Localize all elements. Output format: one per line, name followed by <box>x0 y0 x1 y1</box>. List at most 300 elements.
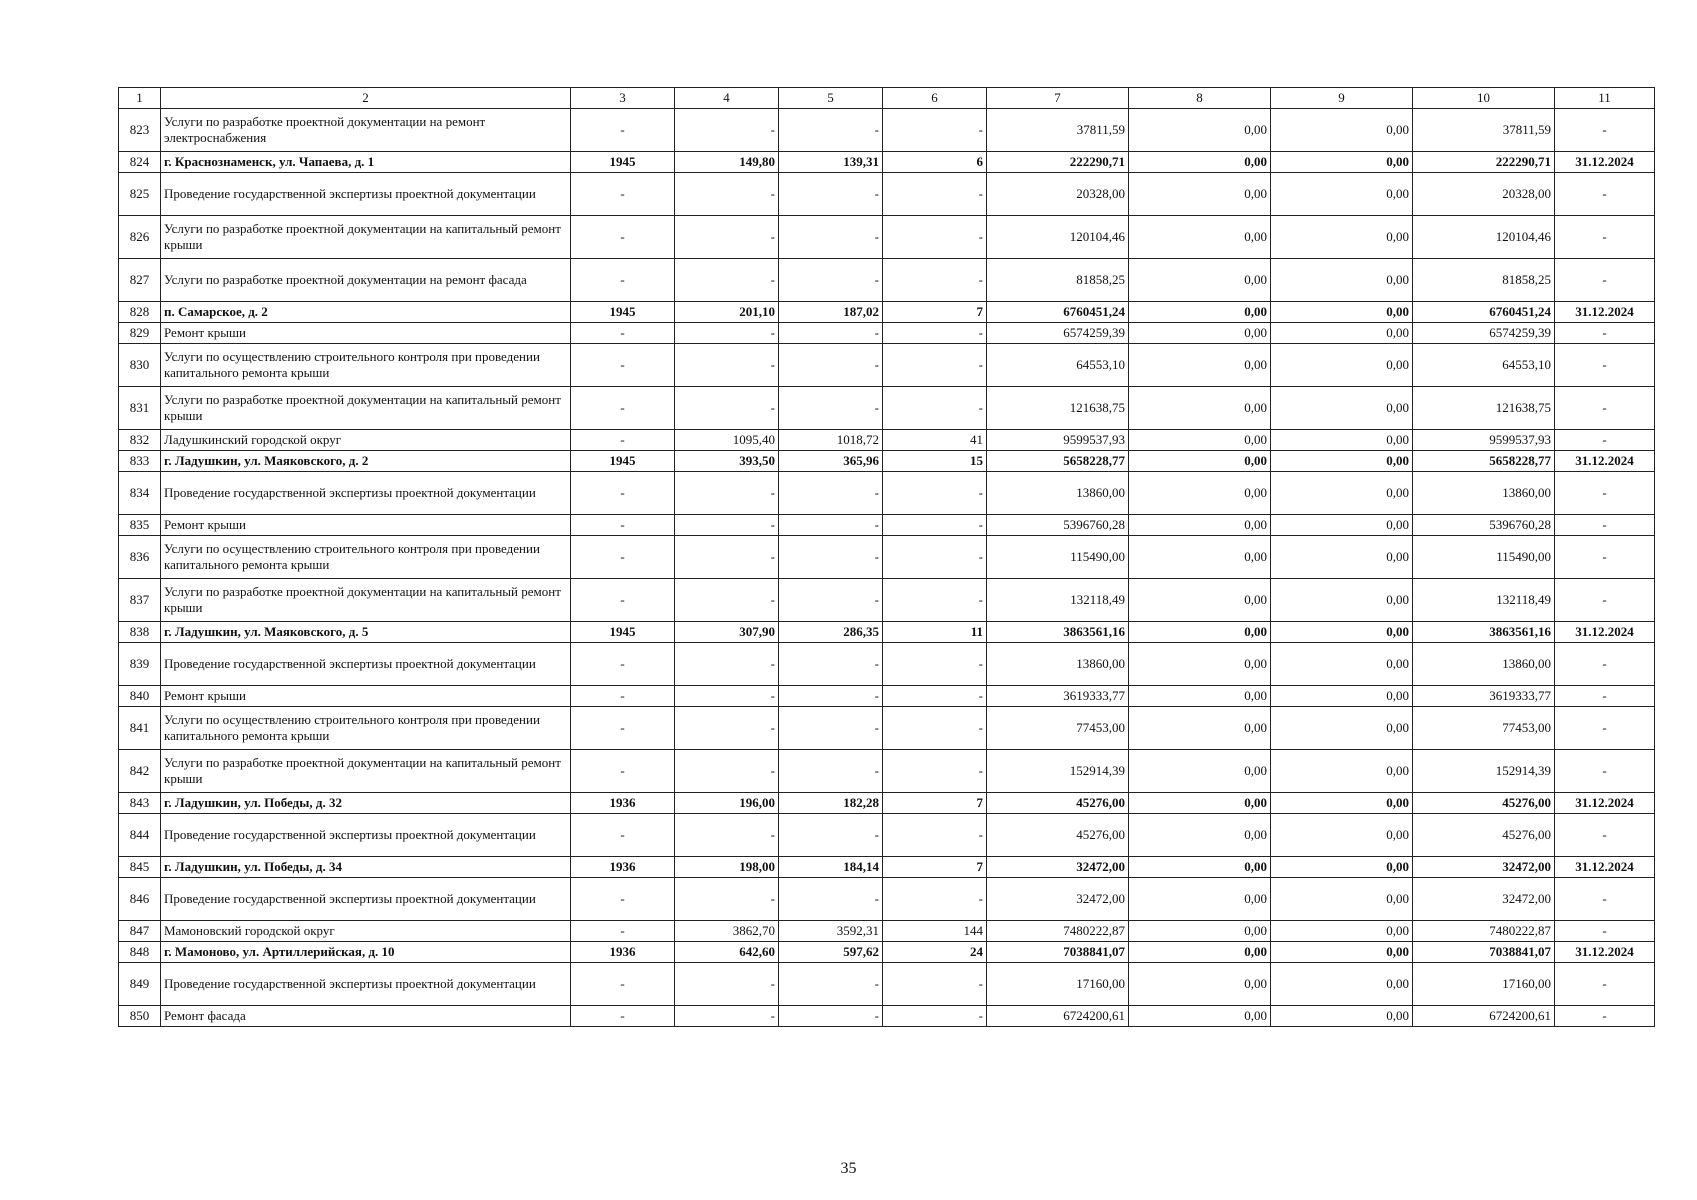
deadline: - <box>1555 686 1655 707</box>
table-row <box>119 302 1655 323</box>
column-number-header: 9 <box>1271 88 1413 109</box>
residents-count: 11 <box>883 622 987 643</box>
cost-col9: 0,00 <box>1271 109 1413 152</box>
living-area: - <box>779 878 883 921</box>
residents-count: 144 <box>883 921 987 942</box>
cost-col10: 45276,00 <box>1413 814 1555 857</box>
residents-count: - <box>883 216 987 259</box>
column-number-header: 2 <box>161 88 571 109</box>
living-area: 597,62 <box>779 942 883 963</box>
work-name: Услуги по разработке проектной документации на капитальный ремонт крыши <box>161 216 571 259</box>
cost-col10: 132118,49 <box>1413 579 1555 622</box>
total-area: - <box>675 387 779 430</box>
total-area: - <box>675 323 779 344</box>
cost-col10: 115490,00 <box>1413 536 1555 579</box>
deadline: - <box>1555 814 1655 857</box>
work-name: Проведение государственной экспертизы проектной документации <box>161 643 571 686</box>
deadline: 31.12.2024 <box>1555 152 1655 173</box>
cost-col9: 0,00 <box>1271 750 1413 793</box>
work-name: Проведение государственной экспертизы проектной документации <box>161 963 571 1006</box>
build-year: - <box>571 109 675 152</box>
living-area: 187,02 <box>779 302 883 323</box>
living-area: - <box>779 515 883 536</box>
cost-col8: 0,00 <box>1129 472 1271 515</box>
deadline: 31.12.2024 <box>1555 942 1655 963</box>
residents-count: - <box>883 259 987 302</box>
cost-col9: 0,00 <box>1271 472 1413 515</box>
build-year: - <box>571 579 675 622</box>
cost-total: 17160,00 <box>987 963 1129 1006</box>
work-name: Ремонт крыши <box>161 323 571 344</box>
total-area: 3862,70 <box>675 921 779 942</box>
cost-col8: 0,00 <box>1129 921 1271 942</box>
row-number: 826 <box>119 216 161 259</box>
table-row <box>119 323 1655 344</box>
table-row <box>119 472 1655 515</box>
deadline: - <box>1555 921 1655 942</box>
cost-col9: 0,00 <box>1271 707 1413 750</box>
cost-col8: 0,00 <box>1129 622 1271 643</box>
residents-count: - <box>883 173 987 216</box>
build-year: - <box>571 643 675 686</box>
column-number-header: 10 <box>1413 88 1555 109</box>
total-area: - <box>675 686 779 707</box>
column-number-header: 7 <box>987 88 1129 109</box>
cost-col9: 0,00 <box>1271 878 1413 921</box>
cost-col8: 0,00 <box>1129 515 1271 536</box>
residents-count: - <box>883 387 987 430</box>
cost-col10: 20328,00 <box>1413 173 1555 216</box>
build-year: - <box>571 472 675 515</box>
build-year: - <box>571 173 675 216</box>
cost-total: 6574259,39 <box>987 323 1129 344</box>
column-number-header: 1 <box>119 88 161 109</box>
work-name: г. Ладушкин, ул. Маяковского, д. 5 <box>161 622 571 643</box>
table-row <box>119 622 1655 643</box>
deadline: - <box>1555 750 1655 793</box>
row-number: 835 <box>119 515 161 536</box>
living-area: - <box>779 1006 883 1027</box>
deadline: - <box>1555 216 1655 259</box>
living-area: 184,14 <box>779 857 883 878</box>
living-area: - <box>779 814 883 857</box>
work-name: г. Мамоново, ул. Артиллерийская, д. 10 <box>161 942 571 963</box>
cost-col9: 0,00 <box>1271 387 1413 430</box>
total-area: 307,90 <box>675 622 779 643</box>
cost-total: 7038841,07 <box>987 942 1129 963</box>
residents-count: - <box>883 707 987 750</box>
cost-col9: 0,00 <box>1271 921 1413 942</box>
row-number: 842 <box>119 750 161 793</box>
cost-col9: 0,00 <box>1271 344 1413 387</box>
cost-total: 9599537,93 <box>987 430 1129 451</box>
total-area: - <box>675 579 779 622</box>
table-row <box>119 793 1655 814</box>
cost-total: 6760451,24 <box>987 302 1129 323</box>
residents-count: 7 <box>883 302 987 323</box>
table-row <box>119 857 1655 878</box>
row-number: 848 <box>119 942 161 963</box>
table-row <box>119 750 1655 793</box>
residents-count: - <box>883 643 987 686</box>
build-year: 1945 <box>571 451 675 472</box>
work-name: п. Самарское, д. 2 <box>161 302 571 323</box>
build-year: - <box>571 878 675 921</box>
row-number: 824 <box>119 152 161 173</box>
cost-col9: 0,00 <box>1271 942 1413 963</box>
work-name: г. Ладушкин, ул. Победы, д. 34 <box>161 857 571 878</box>
total-area: 642,60 <box>675 942 779 963</box>
living-area: - <box>779 579 883 622</box>
cost-total: 6724200,61 <box>987 1006 1129 1027</box>
cost-total: 20328,00 <box>987 173 1129 216</box>
row-number: 823 <box>119 109 161 152</box>
cost-col9: 0,00 <box>1271 451 1413 472</box>
living-area: - <box>779 323 883 344</box>
residents-count: - <box>883 515 987 536</box>
deadline: 31.12.2024 <box>1555 302 1655 323</box>
table-row <box>119 344 1655 387</box>
cost-col9: 0,00 <box>1271 857 1413 878</box>
row-number: 839 <box>119 643 161 686</box>
cost-col10: 13860,00 <box>1413 643 1555 686</box>
cost-col8: 0,00 <box>1129 579 1271 622</box>
living-area: - <box>779 173 883 216</box>
row-number: 838 <box>119 622 161 643</box>
deadline: - <box>1555 430 1655 451</box>
living-area: - <box>779 216 883 259</box>
total-area: - <box>675 472 779 515</box>
deadline: - <box>1555 515 1655 536</box>
row-number: 837 <box>119 579 161 622</box>
residents-count: 41 <box>883 430 987 451</box>
build-year: 1936 <box>571 793 675 814</box>
cost-col10: 121638,75 <box>1413 387 1555 430</box>
column-number-header: 11 <box>1555 88 1655 109</box>
total-area: - <box>675 536 779 579</box>
deadline: - <box>1555 173 1655 216</box>
column-number-header: 4 <box>675 88 779 109</box>
work-name: Проведение государственной экспертизы проектной документации <box>161 472 571 515</box>
table-row <box>119 536 1655 579</box>
table-row <box>119 921 1655 942</box>
living-area: - <box>779 707 883 750</box>
table-row <box>119 686 1655 707</box>
build-year: 1945 <box>571 152 675 173</box>
table-row <box>119 109 1655 152</box>
build-year: - <box>571 963 675 1006</box>
cost-col8: 0,00 <box>1129 173 1271 216</box>
table-row <box>119 942 1655 963</box>
residents-count: - <box>883 109 987 152</box>
cost-total: 3619333,77 <box>987 686 1129 707</box>
work-name: Услуги по осуществлению строительного контроля при проведении капитального ремонта крыши <box>161 707 571 750</box>
row-number: 841 <box>119 707 161 750</box>
cost-col8: 0,00 <box>1129 814 1271 857</box>
cost-total: 222290,71 <box>987 152 1129 173</box>
total-area: 149,80 <box>675 152 779 173</box>
cost-col10: 6760451,24 <box>1413 302 1555 323</box>
total-area: - <box>675 707 779 750</box>
residents-count: - <box>883 472 987 515</box>
deadline: 31.12.2024 <box>1555 857 1655 878</box>
living-area: 3592,31 <box>779 921 883 942</box>
cost-total: 45276,00 <box>987 814 1129 857</box>
cost-col8: 0,00 <box>1129 259 1271 302</box>
row-number: 830 <box>119 344 161 387</box>
cost-col10: 13860,00 <box>1413 472 1555 515</box>
cost-total: 77453,00 <box>987 707 1129 750</box>
build-year: 1936 <box>571 942 675 963</box>
cost-col9: 0,00 <box>1271 643 1413 686</box>
table-row <box>119 173 1655 216</box>
work-name: Услуги по осуществлению строительного контроля при проведении капитального ремонта крыши <box>161 344 571 387</box>
build-year: - <box>571 814 675 857</box>
row-number: 843 <box>119 793 161 814</box>
cost-col10: 6574259,39 <box>1413 323 1555 344</box>
deadline: - <box>1555 387 1655 430</box>
living-area: 1018,72 <box>779 430 883 451</box>
residents-count: 7 <box>883 857 987 878</box>
table-row <box>119 707 1655 750</box>
living-area: - <box>779 643 883 686</box>
cost-col8: 0,00 <box>1129 963 1271 1006</box>
table-body <box>119 88 1655 1027</box>
table-row <box>119 259 1655 302</box>
total-area: - <box>675 344 779 387</box>
build-year: - <box>571 750 675 793</box>
row-number: 846 <box>119 878 161 921</box>
residents-count: - <box>883 579 987 622</box>
total-area: - <box>675 878 779 921</box>
build-year: - <box>571 515 675 536</box>
table-row <box>119 579 1655 622</box>
deadline: 31.12.2024 <box>1555 793 1655 814</box>
cost-col10: 81858,25 <box>1413 259 1555 302</box>
living-area: - <box>779 472 883 515</box>
cost-col8: 0,00 <box>1129 344 1271 387</box>
cost-col9: 0,00 <box>1271 515 1413 536</box>
cost-col9: 0,00 <box>1271 1006 1413 1027</box>
total-area: - <box>675 216 779 259</box>
work-name: г. Краснознаменск, ул. Чапаева, д. 1 <box>161 152 571 173</box>
residents-count: - <box>883 323 987 344</box>
cost-total: 37811,59 <box>987 109 1129 152</box>
row-number: 840 <box>119 686 161 707</box>
work-name: Услуги по разработке проектной документации на капитальный ремонт крыши <box>161 387 571 430</box>
work-name: Услуги по разработке проектной документации на капитальный ремонт крыши <box>161 579 571 622</box>
build-year: - <box>571 686 675 707</box>
build-year: - <box>571 344 675 387</box>
cost-total: 3863561,16 <box>987 622 1129 643</box>
total-area: - <box>675 109 779 152</box>
deadline: 31.12.2024 <box>1555 451 1655 472</box>
deadline: - <box>1555 963 1655 1006</box>
cost-total: 152914,39 <box>987 750 1129 793</box>
total-area: - <box>675 173 779 216</box>
cost-col8: 0,00 <box>1129 1006 1271 1027</box>
total-area: 393,50 <box>675 451 779 472</box>
table-row <box>119 515 1655 536</box>
work-name: Услуги по разработке проектной документации на ремонт фасада <box>161 259 571 302</box>
cost-col8: 0,00 <box>1129 451 1271 472</box>
residents-count: - <box>883 750 987 793</box>
living-area: - <box>779 109 883 152</box>
living-area: - <box>779 536 883 579</box>
row-number: 850 <box>119 1006 161 1027</box>
cost-total: 32472,00 <box>987 878 1129 921</box>
row-number: 844 <box>119 814 161 857</box>
cost-col9: 0,00 <box>1271 686 1413 707</box>
row-number: 833 <box>119 451 161 472</box>
cost-total: 7480222,87 <box>987 921 1129 942</box>
cost-total: 5658228,77 <box>987 451 1129 472</box>
cost-col10: 5396760,28 <box>1413 515 1555 536</box>
table-row <box>119 430 1655 451</box>
column-number-header: 3 <box>571 88 675 109</box>
cost-col10: 120104,46 <box>1413 216 1555 259</box>
cost-total: 5396760,28 <box>987 515 1129 536</box>
cost-col8: 0,00 <box>1129 878 1271 921</box>
residents-count: 7 <box>883 793 987 814</box>
deadline: - <box>1555 536 1655 579</box>
residents-count: - <box>883 878 987 921</box>
table-row <box>119 814 1655 857</box>
deadline: - <box>1555 344 1655 387</box>
deadline: - <box>1555 259 1655 302</box>
living-area: 286,35 <box>779 622 883 643</box>
living-area: - <box>779 963 883 1006</box>
living-area: 139,31 <box>779 152 883 173</box>
page-number: 35 <box>840 1160 857 1177</box>
work-name: Услуги по осуществлению строительного контроля при проведении капитального ремонта крыши <box>161 536 571 579</box>
cost-col10: 7038841,07 <box>1413 942 1555 963</box>
build-year: - <box>571 259 675 302</box>
cost-total: 132118,49 <box>987 579 1129 622</box>
total-area: 1095,40 <box>675 430 779 451</box>
table-row <box>119 152 1655 173</box>
header-row <box>119 88 1655 109</box>
cost-col9: 0,00 <box>1271 793 1413 814</box>
work-name: Услуги по разработке проектной документации на капитальный ремонт крыши <box>161 750 571 793</box>
work-name: Мамоновский городской округ <box>161 921 571 942</box>
residents-count: 15 <box>883 451 987 472</box>
living-area: - <box>779 750 883 793</box>
cost-col8: 0,00 <box>1129 109 1271 152</box>
deadline: - <box>1555 707 1655 750</box>
cost-col8: 0,00 <box>1129 750 1271 793</box>
column-number-header: 6 <box>883 88 987 109</box>
row-number: 849 <box>119 963 161 1006</box>
table-row <box>119 878 1655 921</box>
row-number: 847 <box>119 921 161 942</box>
build-year: - <box>571 536 675 579</box>
cost-col10: 32472,00 <box>1413 857 1555 878</box>
total-area: - <box>675 515 779 536</box>
row-number: 831 <box>119 387 161 430</box>
work-name: г. Ладушкин, ул. Маяковского, д. 2 <box>161 451 571 472</box>
living-area: 365,96 <box>779 451 883 472</box>
cost-col10: 77453,00 <box>1413 707 1555 750</box>
cost-total: 45276,00 <box>987 793 1129 814</box>
cost-col10: 9599537,93 <box>1413 430 1555 451</box>
total-area: - <box>675 963 779 1006</box>
build-year: 1936 <box>571 857 675 878</box>
work-name: Проведение государственной экспертизы проектной документации <box>161 173 571 216</box>
cost-total: 13860,00 <box>987 643 1129 686</box>
column-number-header: 5 <box>779 88 883 109</box>
cost-col9: 0,00 <box>1271 579 1413 622</box>
cost-col9: 0,00 <box>1271 173 1413 216</box>
cost-total: 81858,25 <box>987 259 1129 302</box>
deadline: - <box>1555 643 1655 686</box>
cost-col9: 0,00 <box>1271 536 1413 579</box>
row-number: 828 <box>119 302 161 323</box>
residents-count: - <box>883 814 987 857</box>
work-name: Ремонт крыши <box>161 686 571 707</box>
work-name: Ладушкинский городской округ <box>161 430 571 451</box>
residents-count: - <box>883 686 987 707</box>
cost-col10: 17160,00 <box>1413 963 1555 1006</box>
total-area: 198,00 <box>675 857 779 878</box>
cost-total: 13860,00 <box>987 472 1129 515</box>
row-number: 834 <box>119 472 161 515</box>
cost-col9: 0,00 <box>1271 963 1413 1006</box>
cost-total: 115490,00 <box>987 536 1129 579</box>
deadline: 31.12.2024 <box>1555 622 1655 643</box>
cost-total: 121638,75 <box>987 387 1129 430</box>
row-number: 825 <box>119 173 161 216</box>
build-year: 1945 <box>571 302 675 323</box>
build-year: - <box>571 387 675 430</box>
work-name: г. Ладушкин, ул. Победы, д. 32 <box>161 793 571 814</box>
work-name: Проведение государственной экспертизы проектной документации <box>161 878 571 921</box>
cost-col8: 0,00 <box>1129 686 1271 707</box>
residents-count: 6 <box>883 152 987 173</box>
cost-col10: 152914,39 <box>1413 750 1555 793</box>
work-name: Услуги по разработке проектной документации на ремонт электроснабжения <box>161 109 571 152</box>
living-area: - <box>779 259 883 302</box>
cost-col10: 222290,71 <box>1413 152 1555 173</box>
build-year: - <box>571 216 675 259</box>
cost-col8: 0,00 <box>1129 793 1271 814</box>
cost-col9: 0,00 <box>1271 323 1413 344</box>
total-area: - <box>675 643 779 686</box>
cost-col8: 0,00 <box>1129 152 1271 173</box>
cost-col9: 0,00 <box>1271 622 1413 643</box>
cost-col8: 0,00 <box>1129 857 1271 878</box>
build-year: - <box>571 323 675 344</box>
total-area: - <box>675 750 779 793</box>
living-area: 182,28 <box>779 793 883 814</box>
works-table <box>118 87 1655 1027</box>
table-row <box>119 1006 1655 1027</box>
cost-col10: 37811,59 <box>1413 109 1555 152</box>
cost-col8: 0,00 <box>1129 430 1271 451</box>
cost-col8: 0,00 <box>1129 323 1271 344</box>
cost-col10: 64553,10 <box>1413 344 1555 387</box>
total-area: 196,00 <box>675 793 779 814</box>
cost-col8: 0,00 <box>1129 216 1271 259</box>
row-number: 836 <box>119 536 161 579</box>
cost-col8: 0,00 <box>1129 536 1271 579</box>
cost-col10: 32472,00 <box>1413 878 1555 921</box>
table-row <box>119 387 1655 430</box>
residents-count: - <box>883 963 987 1006</box>
cost-col9: 0,00 <box>1271 216 1413 259</box>
table-row <box>119 963 1655 1006</box>
residents-count: - <box>883 536 987 579</box>
